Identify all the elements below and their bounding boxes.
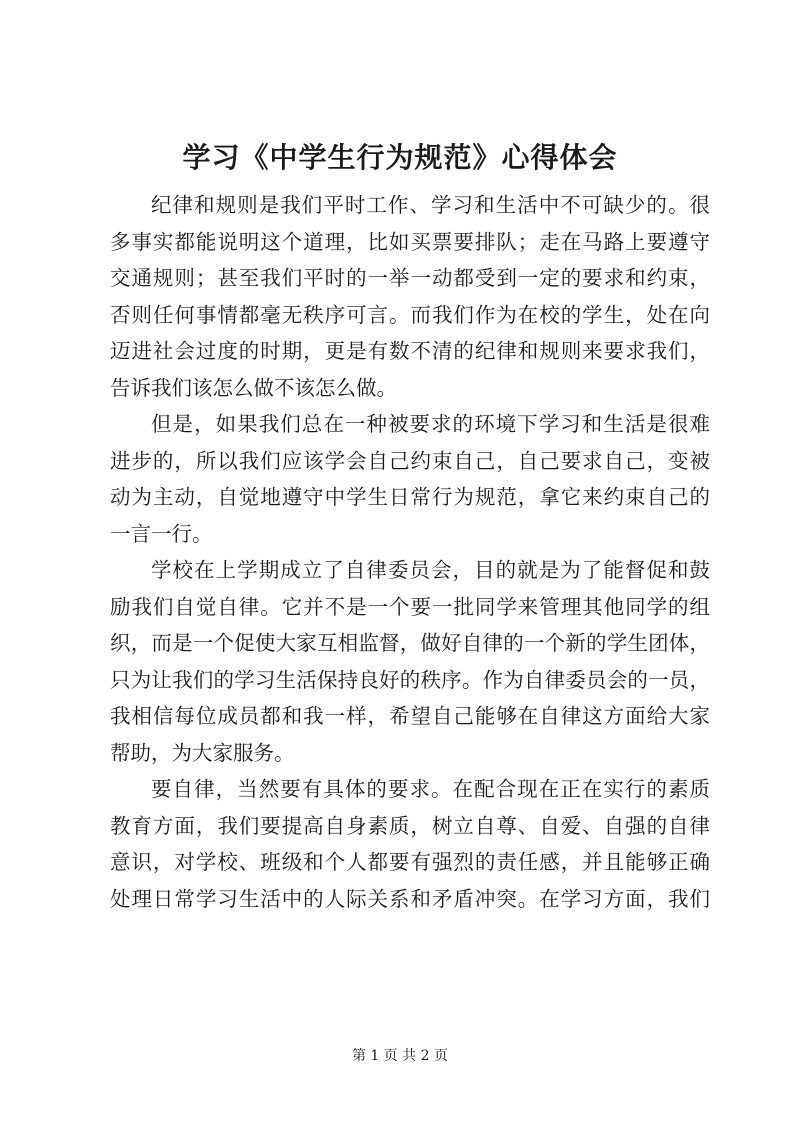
paragraph	[110, 552, 710, 771]
text-line: 要自律，当然要有具体的要求。在配合现在正在实行的素质	[151, 777, 710, 801]
text-line: 否则任何事情都毫无秩序可言。而我们作为在校的学生，处在向	[110, 302, 710, 327]
text-line: 告诉我们该怎么做不该怎么做。	[110, 375, 397, 400]
text-line: 织，而是一个促使大家互相监督，做好自律的一个新的学生团体，	[110, 631, 710, 655]
text-line: 只为让我们的学习生活保持良好的秩序。作为自律委员会的一员，	[110, 667, 710, 692]
page-footer: 第 1 页 共 2 页	[351, 1048, 449, 1064]
text-line: 学校在上学期成立了自律委员会，目的就是为了能督促和鼓	[151, 558, 710, 582]
text-line: 励我们自觉自律。它并不是一个要一批同学来管理其他同学的组	[110, 594, 710, 619]
text-line: 意识，对学校、班级和个人都要有强烈的责任感，并且能够正确	[110, 850, 710, 874]
text-line: 处理日常学习生活中的人际关系和矛盾冲突。在学习方面，我们	[110, 886, 710, 911]
text-line: 迈进社会过度的时期，更是有数不清的纪律和规则来要求我们，	[110, 339, 710, 363]
paragraph	[110, 187, 710, 406]
text-line: 纪律和规则是我们平时工作、学习和生活中不可缺少的。很	[151, 193, 710, 217]
paragraph	[110, 771, 710, 917]
text-line: 我相信每位成员都和我一样，希望自己能够在自律这方面给大家	[110, 704, 710, 728]
document-body	[110, 187, 710, 917]
text-line: 帮助，为大家服务。	[110, 740, 295, 765]
paragraph	[110, 406, 710, 552]
text-line: 动为主动，自觉地遵守中学生日常行为规范，拿它来约束自己的	[110, 485, 710, 509]
text-line: 但是，如果我们总在一种被要求的环境下学习和生活是很难	[151, 412, 710, 436]
text-line: 多事实都能说明这个道理，比如买票要排队；走在马路上要遵守	[110, 229, 710, 254]
text-line: 交通规则；甚至我们平时的一举一动都受到一定的要求和约束，	[110, 266, 710, 290]
document-title: 学习《中学生行为规范》心得体会	[182, 141, 618, 174]
text-line: 进步的，所以我们应该学会自己约束自己，自己要求自己，变被	[110, 448, 710, 473]
text-line: 教育方面，我们要提高自身素质，树立自尊、自爱、自强的自律	[110, 813, 710, 838]
text-line: 一言一行。	[110, 521, 213, 546]
